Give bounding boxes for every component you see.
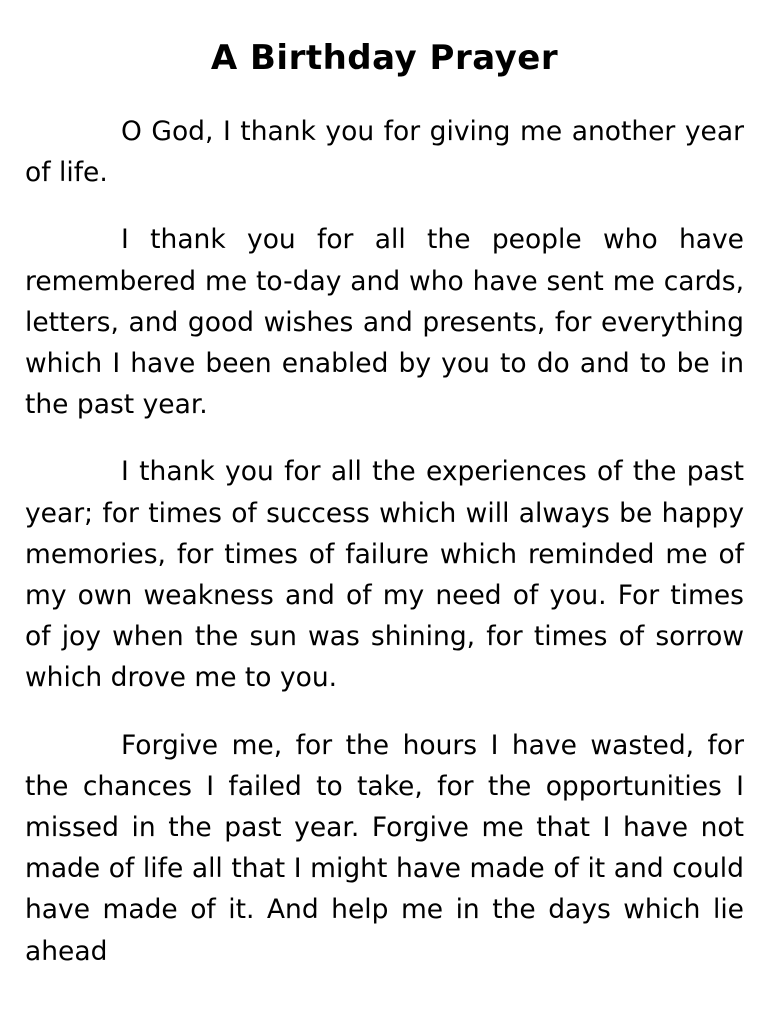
- paragraph-4: Forgive me, for the hours I have wasted, for the chances I failed to take, for the opportunities I missed in the past year. Forgive me that I have not made of life all that I might have made of it and could have made of it. And help me in the days which lie ahead: [25, 729, 744, 967]
- document-body: [25, 111, 744, 972]
- paragraph-1: O God, I thank you for giving me another year of life.: [25, 116, 744, 189]
- paragraph-2: I thank you for all the people who have remembered me to-day and who have sent me cards, letters, and good wishes and presents, for everything which I have been enabled by you to do and to be in the past year.: [25, 224, 744, 421]
- paragraph-3: I thank you for all the experiences of the past year; for times of success which will always be happy memories, for times of failure which reminded me of my own weakness and of my need of you. For times of joy when the sun was shining, for times of sorrow which drove me to you.: [25, 456, 744, 694]
- document-title: A Birthday Prayer: [210, 38, 559, 78]
